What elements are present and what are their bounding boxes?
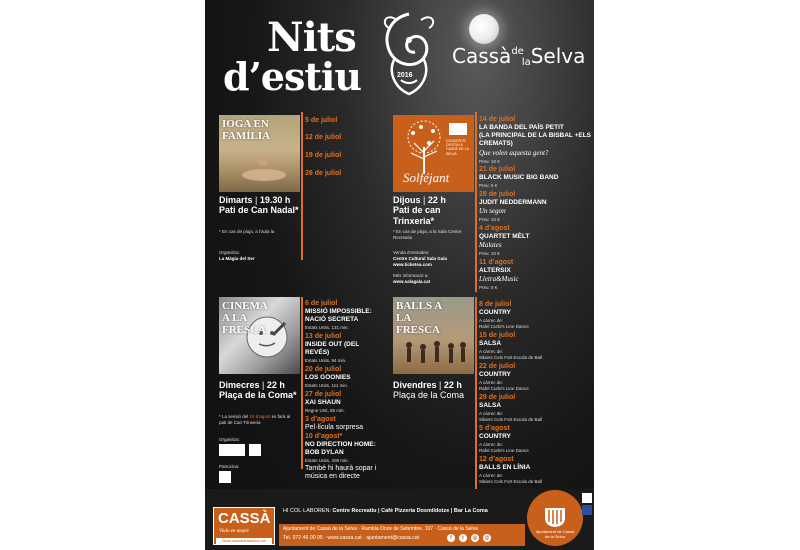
cinema-sponsor-logo — [219, 471, 231, 483]
solfejant-info-label: Més informació a: — [393, 273, 429, 278]
balls-image — [393, 297, 474, 374]
facebook-icon[interactable]: f — [447, 534, 455, 542]
solfejant-badge — [449, 123, 467, 135]
email-icon[interactable]: @ — [484, 535, 490, 541]
balls-event-name: SALSA — [479, 340, 502, 347]
solfejant-time: 22 h — [427, 195, 446, 205]
cinema-event-date: 13 de juliol — [305, 333, 342, 340]
balls-event-name: COUNTRY — [479, 309, 511, 316]
festival-emblem-icon — [377, 10, 441, 102]
cinema-event-meta: Estats Units, 131 min. — [305, 325, 349, 330]
ioga-date-4: 26 de juliol — [305, 170, 342, 177]
cinema-note-a: * La sessió del — [219, 414, 249, 419]
balls-time: 22 h — [443, 380, 462, 390]
solfejant-sales-label: Venda d’entrades: — [393, 250, 430, 255]
balls-event-date: 5 d’agost — [479, 425, 510, 432]
cinema-org-logo — [219, 444, 245, 456]
cinema-place: Plaça de la Coma* — [219, 390, 297, 401]
balls-divider — [475, 297, 477, 489]
solfejant-event-date: 14 de juliol — [479, 116, 516, 123]
balls-care-label: A càrrec de: — [479, 349, 504, 354]
balls-place: Plaça de la Coma — [393, 390, 465, 401]
footer-contact[interactable]: Tel. 972 46 00 05 · www.cassa.cat · ajuntament@cassa.cat — [283, 535, 420, 541]
cinema-event-name: Pel·lícula sorpresa — [305, 424, 363, 431]
cinema-event-meta: Estats Units, 208 min. — [305, 458, 349, 463]
solfejant-event-date: 21 de juliol — [479, 166, 516, 173]
cinema-image — [219, 297, 300, 374]
solfejant-divider — [475, 112, 477, 292]
solfejant-event-name — [479, 124, 591, 147]
balls-event-date: 29 de juliol — [479, 394, 516, 401]
cinema-event-meta: Regne Unit, 85 min. — [305, 408, 345, 413]
balls-event-by: Rafel Curbi’s Line Dance — [479, 324, 529, 329]
twitter-icon[interactable]: t — [459, 534, 467, 542]
footer-address: Ajuntament de Cassà de la Selva · Rambla Onze de Setembre, 107 · Cassà de la Selva — [283, 526, 478, 532]
balls-event-by: Sibiers Cels Fort Escola de Ball — [479, 479, 543, 484]
footer-collab-label: HI COL·LABOREN: — [283, 508, 331, 514]
ioga-divider — [301, 112, 303, 260]
balls-event-date: 22 de juliol — [479, 363, 516, 370]
balls-schedule: Divendres | 22 h Plaça de la Coma — [393, 380, 465, 401]
cinema-event-name: XAI SHAUN — [305, 399, 341, 406]
cinema-note-b: es farà al pati de Can Trinxeria — [219, 414, 291, 425]
ioga-note: * En cas de pluja, a l’aula la — [219, 229, 275, 234]
balls-day: Divendres — [393, 380, 437, 390]
town-logo-name: Cassà — [452, 44, 512, 68]
cinema-title: CINEMA A LA FRESCA — [222, 300, 268, 337]
solfejant-event-price: Preu: 5 € — [479, 285, 498, 290]
balls-event-name: COUNTRY — [479, 433, 511, 440]
instagram-icon[interactable]: ◎ — [472, 535, 478, 541]
cinema-note — [219, 414, 297, 425]
solfejant-event-price: Preu: 10 € — [479, 159, 500, 164]
cinema-time: 22 h — [266, 380, 285, 390]
solfejant-event-price: Preu: 5 € — [479, 183, 498, 188]
tree-icon — [399, 119, 449, 174]
festival-year: 2016 — [397, 72, 413, 79]
poster — [205, 0, 594, 550]
solfejant-event-sub: Que volen aquesta gent? — [479, 149, 549, 157]
solfejant-event-price: Preu: 10 € — [479, 251, 500, 256]
cinema-note-date: 10 d’agost — [249, 414, 271, 419]
cinema-event-name: NO DIRECTION HOME: BOB DYLAN — [305, 441, 376, 456]
ioga-date-1: 5 de juliol — [305, 117, 338, 124]
footer-collab-list: Centre Recreatiu | Cafè Pizzeria Dosmildotze | Bar La Coma — [332, 508, 488, 514]
solfejant-sales-url[interactable]: www.ticketea.com — [393, 262, 432, 267]
balls-event-by: Rafel Curbi’s Line Dance — [479, 448, 529, 453]
solfejant-event-name: JUDIT NEDDERMANN — [479, 199, 547, 206]
solfejant-event-date: 11 d’agost — [479, 259, 514, 266]
solfejant-event-name: ALTERSIX — [479, 267, 511, 274]
town-logo-de: de — [511, 46, 524, 57]
poster-title-line2: d’estiu — [223, 54, 361, 99]
cinema-event-name: INSIDE OUT (DEL REVÉS) — [305, 341, 360, 356]
town-logo-selva: Selva — [530, 44, 586, 68]
town-logo-la: la — [521, 57, 531, 68]
moon-icon — [469, 14, 499, 44]
cinema-event-name: MISSIÓ IMPOSSIBLE: NACIÓ SECRETA — [305, 308, 372, 323]
balls-care-label: A càrrec de: — [479, 318, 504, 323]
balls-care-label: A càrrec de: — [479, 411, 504, 416]
solfejant-event-name-text: LA BANDA DEL PAÍS PETIT — [479, 124, 564, 131]
cinema-event-meta: Estats Units, 111 min. — [305, 383, 349, 388]
solfejant-day: Dijous — [393, 195, 421, 205]
balls-event-date: 8 de juliol — [479, 301, 512, 308]
ioga-date-3: 19 de juliol — [305, 152, 342, 159]
cinema-event-date: 10 d’agost* — [305, 433, 343, 440]
solfejant-place: Pati de can Trinxeria* — [393, 205, 441, 226]
cinema-event-name: LOS GOONIES — [305, 374, 351, 381]
ioga-time: 19.30 h — [259, 195, 291, 205]
balls-event-by: Sibiers Cels Fort Escola de Ball — [479, 355, 543, 360]
cinema-org-logo-2 — [249, 444, 261, 456]
balls-event-by: Sibiers Cels Fort Escola de Ball — [479, 417, 543, 422]
balls-care-label: A càrrec de: — [479, 473, 504, 478]
balls-care-label: A càrrec de: — [479, 442, 504, 447]
ajuntament-name: Ajuntament de Cassà de la Selva — [535, 529, 575, 539]
yoga-figure-icon — [239, 153, 289, 183]
solfejant-note: * En cas de pluja, a la Sala Centre Recreatiu — [393, 229, 462, 240]
ioga-org: La Màgia del Ser — [219, 256, 255, 261]
balls-title: BALLS A LA FRESCA — [396, 300, 442, 337]
balls-event-name: BALLS EN LÍNIA — [479, 464, 531, 471]
balls-event-name: SALSA — [479, 402, 502, 409]
balls-event-date: 12 d’agost — [479, 456, 514, 463]
solfejant-sales-venue: Centre Cultural Sala Gala — [393, 256, 448, 261]
cassa-logo-slogan: Viulo en ample — [219, 529, 249, 534]
balls-care-label: A càrrec de: — [479, 380, 504, 385]
solfejant-image — [393, 115, 474, 192]
cinema-event-date: 6 de juliol — [305, 300, 338, 307]
cassa-logo-url[interactable]: www.cassadelaselva.cat — [216, 538, 272, 544]
solfejant-event-price: Preu: 10 € — [479, 217, 500, 222]
ioga-title: IOGA EN FAMÍLIA — [222, 118, 271, 143]
dancers-icon — [399, 335, 469, 371]
solfejant-concerts-label: CONCERTS D’ESTIU A CASSÀ DE LA SELVA — [446, 139, 469, 156]
cinema-closing: També hi haurà sopar i música en directe — [305, 465, 377, 481]
accessibility-icon — [581, 492, 593, 516]
cinema-event-date: 20 de juliol — [305, 366, 342, 373]
cinema-sponsor-label: Patrocina: — [219, 464, 240, 469]
ioga-image — [219, 115, 300, 192]
ioga-org-label: Organitza: — [219, 250, 240, 255]
solfejant-info-url[interactable]: www.salagala.cat — [393, 279, 431, 284]
ioga-schedule: Dimarts | 19.30 h Pati de Can Nadal* — [219, 195, 299, 216]
cinema-event-meta: Estats Units, 94 min. — [305, 358, 347, 363]
poster-title-line1: Nits — [267, 14, 356, 61]
ioga-date-2: 12 de juliol — [305, 134, 342, 141]
balls-event-by: Rafel Curbi’s Line Dance — [479, 386, 529, 391]
cassa-logo — [213, 507, 275, 545]
solfejant-schedule: Dijous | 22 h Pati de can Trinxeria* — [393, 195, 446, 226]
solfejant-event-sub: Un segon — [479, 207, 506, 215]
solfejant-event-date: 4 d’agost — [479, 225, 510, 232]
ioga-place: Pati de Can Nadal* — [219, 205, 299, 216]
cinema-event-date: 3 d’agost — [305, 416, 336, 423]
solfejant-title: Solféjant — [403, 170, 450, 185]
solfejant-event-name: BLACK MUSIC BIG BAND — [479, 174, 559, 181]
solfejant-event-sub: Lletra&Music — [479, 275, 519, 283]
cinema-day: Dimecres — [219, 380, 260, 390]
cinema-org-label: Organitza: — [219, 437, 240, 442]
town-logo — [452, 44, 585, 68]
coat-of-arms-icon — [542, 506, 568, 528]
cinema-event-date: 27 de juliol — [305, 391, 342, 398]
cassa-logo-text: CASSÀ — [218, 510, 271, 527]
solfejant-event-name: QUARTET MÈLT — [479, 233, 530, 240]
solfejant-event-date: 28 de juliol — [479, 191, 516, 198]
balls-event-date: 15 de juliol — [479, 332, 516, 339]
footer-collaborators — [283, 508, 488, 514]
balls-event-name: COUNTRY — [479, 371, 511, 378]
cinema-divider — [301, 297, 303, 469]
solfejant-event-sub: Malates — [479, 241, 502, 249]
cinema-schedule: Dimecres | 22 h Plaça de la Coma* — [219, 380, 297, 401]
ioga-day: Dimarts — [219, 195, 253, 205]
solfejant-event-extra: (LA PRINCIPAL DE LA BISBAL +ELS CREMATS) — [479, 131, 592, 147]
